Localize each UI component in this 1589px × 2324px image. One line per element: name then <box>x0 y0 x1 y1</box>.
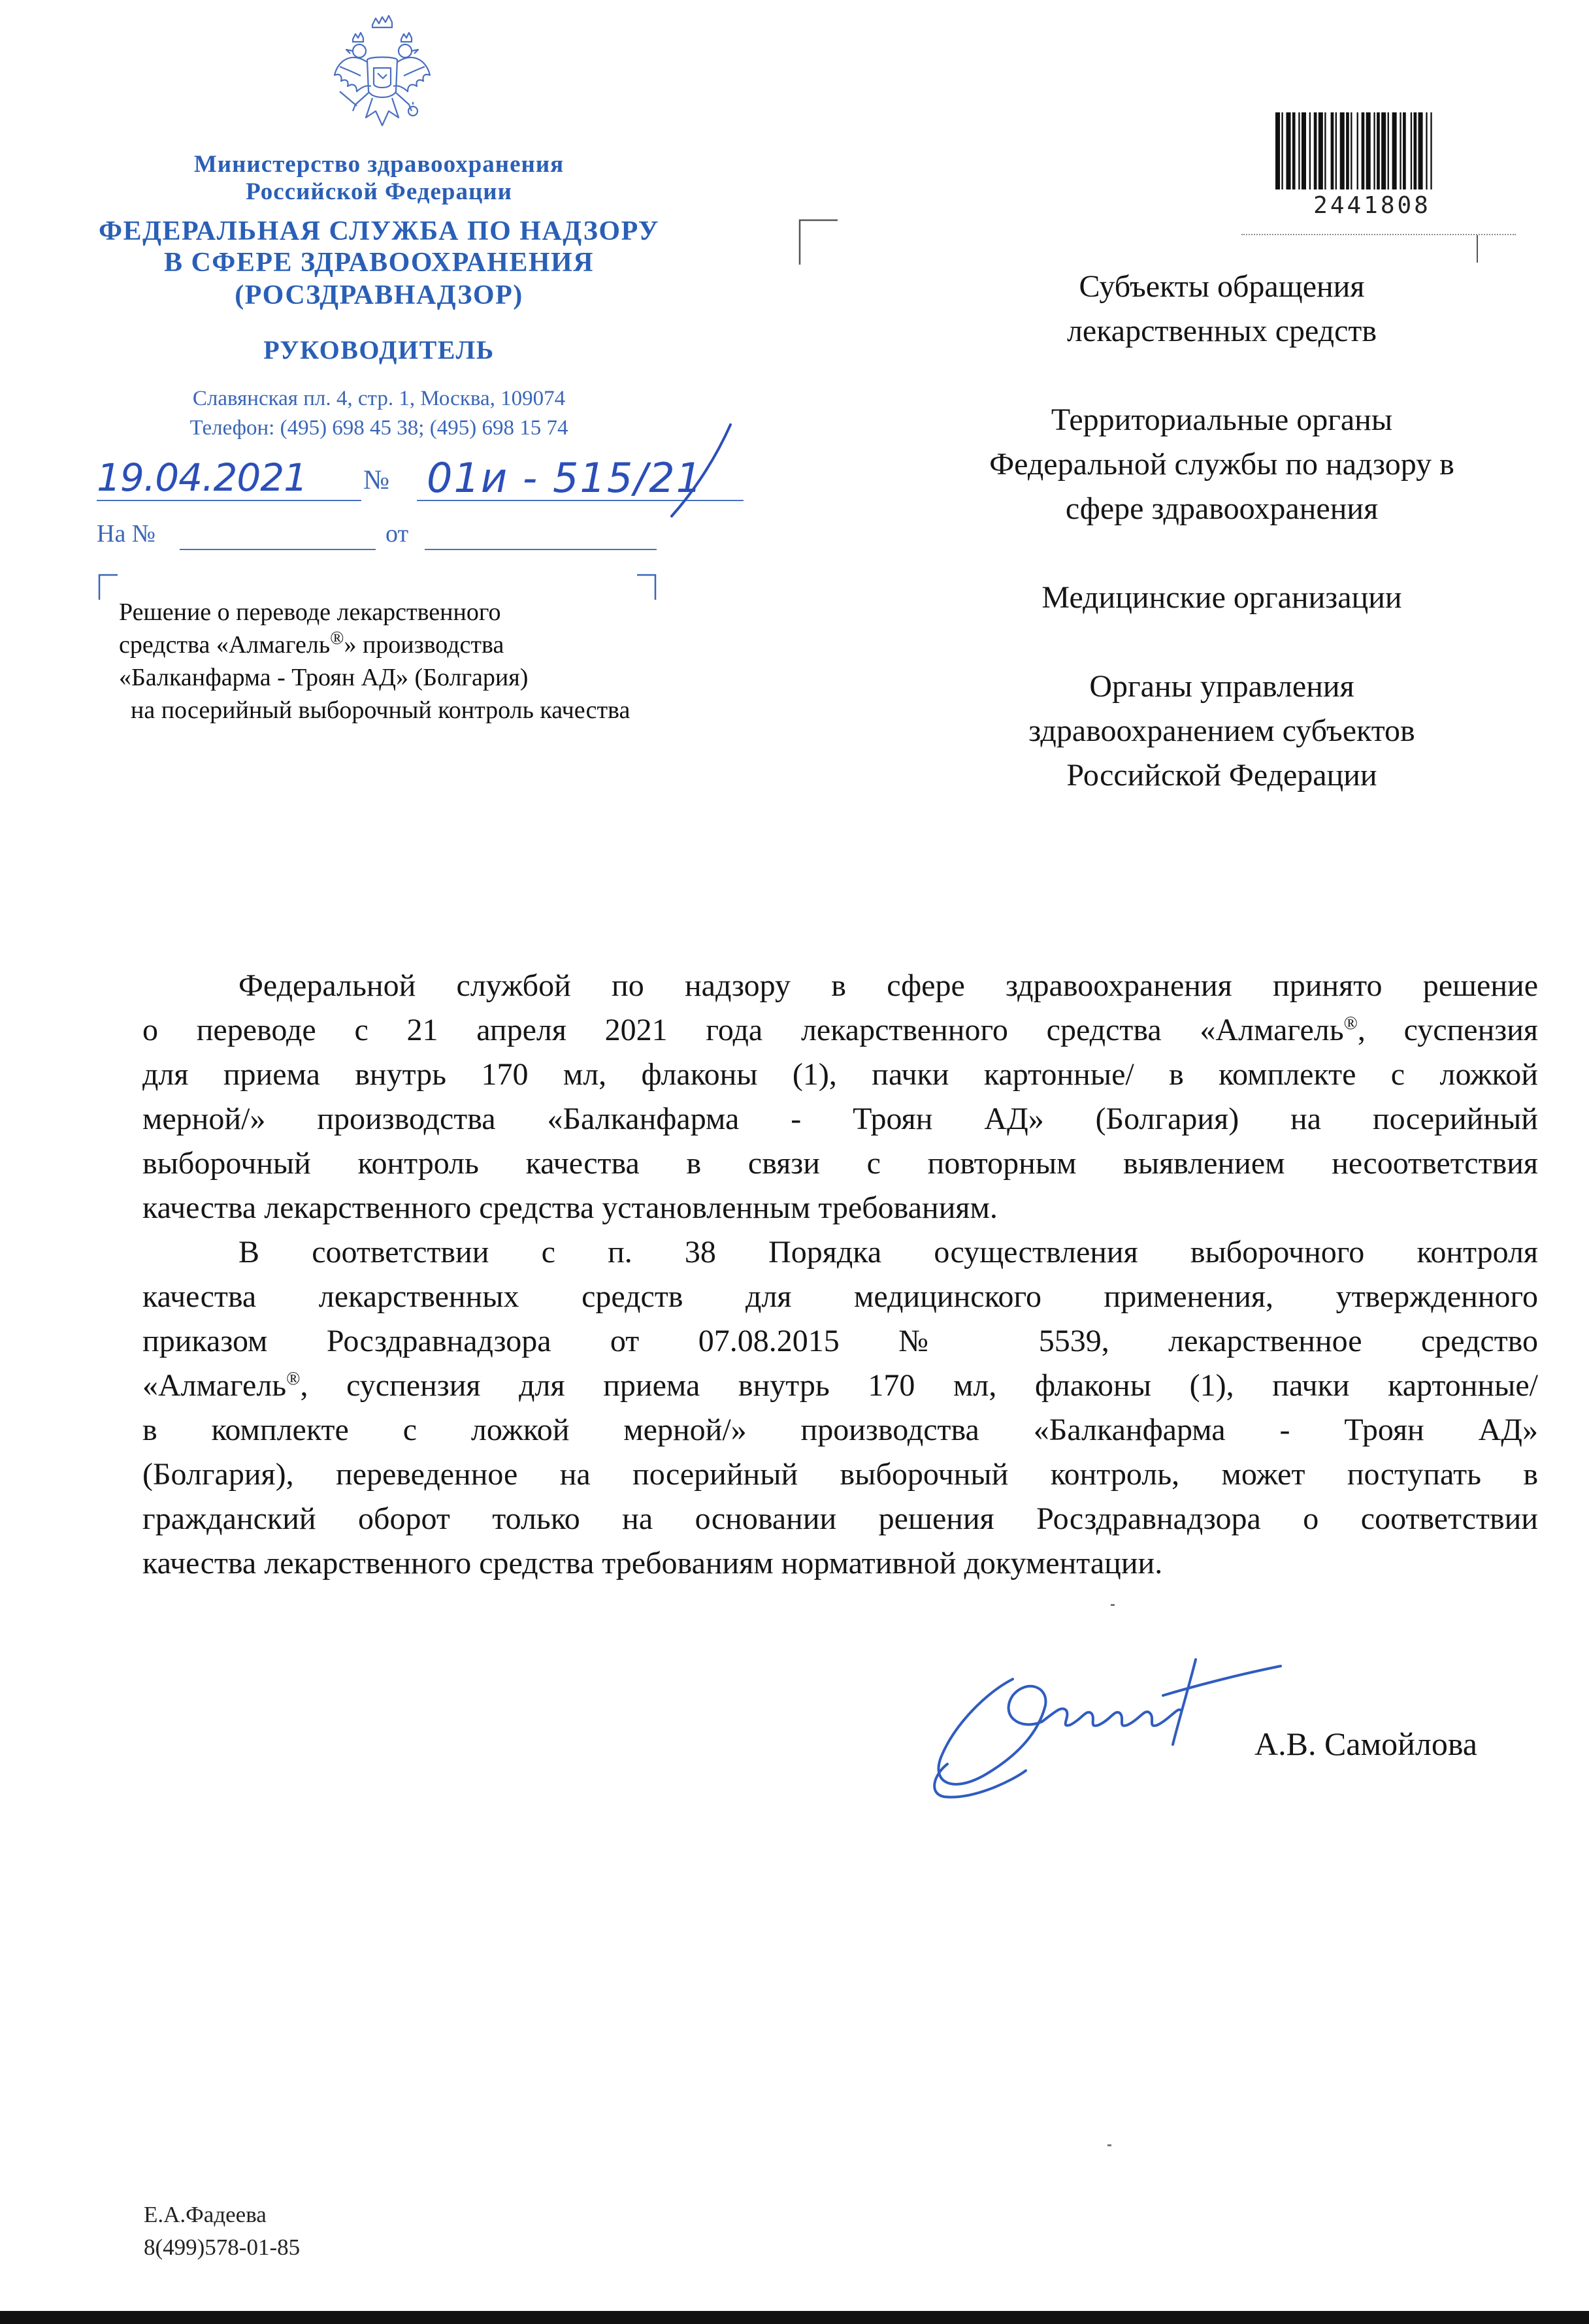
registered-mark: ® <box>330 628 344 649</box>
service-name-line1: ФЕДЕРАЛЬНАЯ СЛУЖБА ПО НАДЗОРУ <box>98 216 660 246</box>
outgoing-date-number-line <box>97 454 750 532</box>
addressee-block <box>876 265 1568 353</box>
registered-mark: ® <box>1343 1013 1358 1034</box>
reply-to-blank <box>180 549 376 550</box>
body-line: для приема внутрь 170 мл, флаконы (1), пачки картонные/ в комплекте с ложкой <box>142 1057 1538 1092</box>
letterhead-phone: Телефон: (495) 698 45 38; (495) 698 15 74 <box>189 416 568 440</box>
date-underline <box>97 500 361 501</box>
body-text: о переводе с 21 апреля 2021 года лекарственного средства «Алмагель <box>142 1013 1344 1047</box>
scan-speck <box>1107 2144 1111 2146</box>
barcode-bar <box>1381 112 1386 189</box>
handwritten-date: 19.04.2021 <box>97 455 308 500</box>
barcode-bars <box>1274 112 1470 189</box>
registration-barcode <box>1274 112 1470 223</box>
body-line: качества лекарственного средства требованиям нормативной документации. <box>142 1546 1163 1580</box>
handwritten-number: 01и - 515/21 <box>427 454 704 502</box>
number-sign: № <box>363 465 390 495</box>
subject-line: на посерийный выборочный контроль качества <box>131 696 631 724</box>
addressee-line: здравоохранением субъектов <box>1028 713 1415 748</box>
body-text: , суспензия для приема внутрь 170 мл, флаконы (1), пачки картонные/ <box>300 1368 1538 1403</box>
body-paragraph-1 <box>142 964 1538 1230</box>
reply-from-label: от <box>385 520 409 548</box>
barcode-bar <box>1281 112 1283 189</box>
barcode-bar <box>1319 112 1323 189</box>
barcode-bar <box>1351 112 1352 189</box>
body-line: приказом Росздравнадзора от 07.08.2015 № 5539, лекарственное средство <box>142 1324 1538 1358</box>
letter-subject <box>119 596 772 727</box>
letter-body <box>142 964 1538 1586</box>
reply-from-blank <box>425 549 657 550</box>
barcode-bar <box>1335 112 1337 189</box>
addressee-line: Российской Федерации <box>1066 758 1377 793</box>
barcode-bar <box>1373 112 1375 189</box>
barcode-bar <box>1314 112 1317 189</box>
barcode-bar <box>1411 112 1412 189</box>
body-text: , суспензия <box>1357 1013 1538 1047</box>
subject-line <box>119 629 772 661</box>
addressee-line: лекарственных средств <box>1066 314 1377 348</box>
executor-info <box>144 2199 300 2264</box>
body-line: качества лекарственного средства установленным требованиям. <box>142 1190 998 1225</box>
body-line <box>142 1364 1538 1408</box>
subject-line: «Балканфарма - Троян АД» (Болгария) <box>119 664 529 691</box>
addressee-line: Органы управления <box>1089 669 1354 704</box>
barcode-bar <box>1298 112 1300 189</box>
barcode-bar <box>1418 112 1423 189</box>
addressee-line: Медицинские организации <box>1041 580 1402 615</box>
barcode-bar <box>1388 112 1389 189</box>
scan-bottom-edge <box>0 2311 1589 2324</box>
body-line: качества лекарственных средств для медицинского применения, утвержденного <box>142 1279 1538 1314</box>
body-line: мерной/» производства «Балканфарма - Троян АД» (Болгария) на посерийный <box>142 1102 1538 1136</box>
service-name-line2: В СФЕРЕ ЗДРАВООХРАНЕНИЯ <box>163 248 595 278</box>
handwritten-slash-stroke <box>659 421 737 519</box>
ministry-name-line2: Российской Федерации <box>246 178 512 205</box>
barcode-bar <box>1302 112 1306 189</box>
subject-text: средства «Алмагель <box>119 631 331 659</box>
barcode-number: 2441808 <box>1313 192 1431 219</box>
barcode-bar <box>1426 112 1427 189</box>
barcode-bar <box>1392 112 1397 189</box>
executor-phone: 8(499)578-01-85 <box>144 2234 301 2260</box>
reply-to-label: На № <box>97 520 156 548</box>
body-line: гражданский оборот только на основании решения Росздравнадзора о соответствии <box>142 1501 1538 1536</box>
addressee-line: Территориальные органы <box>1051 402 1393 437</box>
letterhead-address: Славянская пл. 4, стр. 1, Москва, 109074 <box>192 387 566 410</box>
recipient-bracket-left <box>798 219 838 265</box>
recipient-bracket-right <box>1477 235 1478 263</box>
barcode-bar <box>1400 112 1401 189</box>
barcode-bar <box>1324 112 1326 189</box>
recipient-bracket-top <box>1241 234 1516 235</box>
subject-line: Решение о переводе лекарственного <box>119 598 501 626</box>
body-paragraph-2 <box>142 1230 1538 1586</box>
coat-of-arms-emblem <box>327 13 438 144</box>
barcode-bar <box>1286 112 1290 189</box>
barcode-bar <box>1309 112 1311 189</box>
body-line: в комплекте с ложкой мерной/» производства «Балканфарма - Троян АД» <box>142 1413 1538 1447</box>
body-line: В соответствии с п. 38 Порядка осуществления выборочного контроля <box>238 1235 1538 1269</box>
body-text: «Алмагель <box>142 1368 287 1403</box>
body-line <box>142 1008 1538 1053</box>
executor-name: Е.А.Фадеева <box>144 2202 267 2227</box>
addressee-line: Федеральной службы по надзору в <box>989 447 1454 482</box>
barcode-bar <box>1366 112 1371 189</box>
barcode-bar <box>1340 112 1345 189</box>
addressee-block <box>876 664 1568 798</box>
addressee-block <box>876 398 1568 531</box>
body-line: Федеральной службой по надзору в сфере здравоохранения принято решение <box>238 968 1538 1003</box>
addressees-list <box>876 265 1568 798</box>
barcode-bar <box>1414 112 1417 189</box>
barcode-bar <box>1275 112 1280 189</box>
addressee-block <box>876 576 1568 620</box>
barcode-bar <box>1346 112 1349 189</box>
barcode-bar <box>1377 112 1380 189</box>
barcode-bar <box>1331 112 1334 189</box>
scan-speck <box>1111 1604 1115 1606</box>
service-name-line3: (РОСЗДРАВНАДЗОР) <box>235 280 523 310</box>
barcode-bar <box>1403 112 1406 189</box>
subject-text: » производства <box>344 631 504 659</box>
ministry-name-line1: Министерство здравоохранения <box>193 151 565 178</box>
barcode-bar <box>1357 112 1358 189</box>
barcode-bar <box>1292 112 1296 189</box>
body-line: (Болгария), переведенное на посерийный выборочный контроль, может поступать в <box>142 1457 1538 1492</box>
head-title: РУКОВОДИТЕЛЬ <box>263 335 495 365</box>
subject-bracket-left <box>98 574 118 600</box>
body-line: выборочный контроль качества в связи с повторным выявлением несоответствия <box>142 1146 1538 1181</box>
registered-mark: ® <box>286 1369 301 1389</box>
barcode-bar <box>1362 112 1365 189</box>
addressee-line: Субъекты обращения <box>1079 269 1365 304</box>
signer-name: А.В. Самойлова <box>1254 1726 1477 1762</box>
addressee-line: сфере здравоохранения <box>1065 491 1379 526</box>
barcode-bar <box>1430 112 1432 189</box>
